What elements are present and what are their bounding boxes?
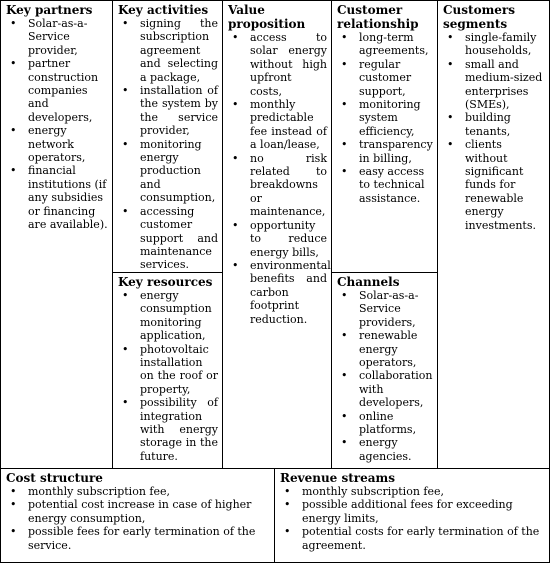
key-activities-cell	[112, 0, 223, 273]
list-item: • possible fees for early termination of the service.	[6, 525, 270, 552]
list-item: • renewable energy operators,	[337, 329, 433, 369]
key-activities-list	[118, 17, 218, 272]
list-item: • possible additional fees for exceeding energy limits,	[280, 498, 545, 525]
cost-structure-list	[6, 485, 270, 552]
list-item: • accessing customer support and maintenance services.	[118, 205, 218, 272]
list-item: • potential cost increase in case of higher energy consumption,	[6, 498, 270, 525]
key-resources-cell	[112, 272, 223, 469]
list-item: • monthly subscription fee,	[280, 485, 545, 498]
list-item: • long-term agreements,	[337, 31, 433, 58]
list-item: • monitoring system efficiency,	[337, 98, 433, 138]
list-item: • partner construction companies and developers,	[6, 57, 108, 124]
list-item: • photovoltaic installation on the roof or property,	[118, 343, 218, 397]
customer-segments-title: Customers segments	[443, 3, 515, 31]
list-item: • monthly predictable fee instead of a loan/lease,	[228, 98, 327, 152]
list-item: • monitoring energy production and consumption,	[118, 138, 218, 205]
list-item: • financial institutions (if any subsidies or financing are available).	[6, 164, 108, 231]
customer-segments-cell	[437, 0, 550, 469]
key-partners-list	[6, 17, 108, 232]
list-item: • online platforms,	[337, 410, 433, 437]
list-item: • no risk related to breakdowns or maintenance,	[228, 152, 327, 219]
list-item: • regular customer support,	[337, 58, 433, 98]
list-item: • single-family households,	[443, 31, 545, 58]
list-item: • building tenants,	[443, 111, 545, 138]
revenue-streams-title: Revenue streams	[280, 471, 395, 485]
key-partners-title: Key partners	[6, 3, 93, 17]
value-proposition-cell	[222, 0, 332, 469]
cost-structure-title: Cost structure	[6, 471, 103, 485]
list-item: • access to solar energy without high upfront costs,	[228, 31, 327, 98]
customer-relationship-list	[337, 31, 433, 205]
channels-title: Channels	[337, 275, 400, 289]
list-item: • installation of the system by the service provider,	[118, 84, 218, 138]
list-item: • easy access to technical assistance.	[337, 165, 433, 205]
list-item: • possibility of integration with energy storage in the future.	[118, 396, 218, 463]
customer-segments-list	[443, 31, 545, 232]
revenue-streams-list	[280, 485, 545, 552]
list-item: • Solar-as-a-Service providers,	[337, 289, 433, 329]
list-item: • energy agencies.	[337, 436, 433, 463]
list-item: • Solar-as-a-Service provider,	[6, 17, 108, 57]
list-item: • clients without significant funds for renewable energy investments.	[443, 138, 545, 232]
list-item: • transparency in billing,	[337, 138, 433, 165]
key-activities-title: Key activities	[118, 3, 209, 17]
list-item: • energy consumption monitoring application,	[118, 289, 218, 343]
list-item: • monthly subscription fee,	[6, 485, 270, 498]
value-proposition-title: Value proposition	[228, 3, 306, 31]
revenue-streams-cell	[274, 468, 550, 563]
list-item: • opportunity to reduce energy bills,	[228, 219, 327, 259]
cost-structure-cell	[0, 468, 275, 563]
customer-relationship-cell	[331, 0, 438, 273]
list-item: • potential costs for early termination of the agreement.	[280, 525, 545, 552]
channels-cell	[331, 272, 438, 469]
value-proposition-list	[228, 31, 331, 326]
list-item: • environmental benefits and carbon footprint reduction.	[228, 259, 327, 326]
key-resources-title: Key resources	[118, 275, 213, 289]
list-item: • small and medium-sized enterprises (SMEs),	[443, 58, 545, 112]
customer-relationship-title: Customer relationship	[337, 3, 419, 31]
channels-list	[337, 289, 433, 463]
list-item: • energy network operators,	[6, 124, 108, 164]
list-item: • collaboration with developers,	[337, 369, 433, 409]
key-resources-list	[118, 289, 218, 463]
key-partners-cell	[0, 0, 113, 469]
list-item: • signing the subscription agreement and selecting a package,	[118, 17, 218, 84]
